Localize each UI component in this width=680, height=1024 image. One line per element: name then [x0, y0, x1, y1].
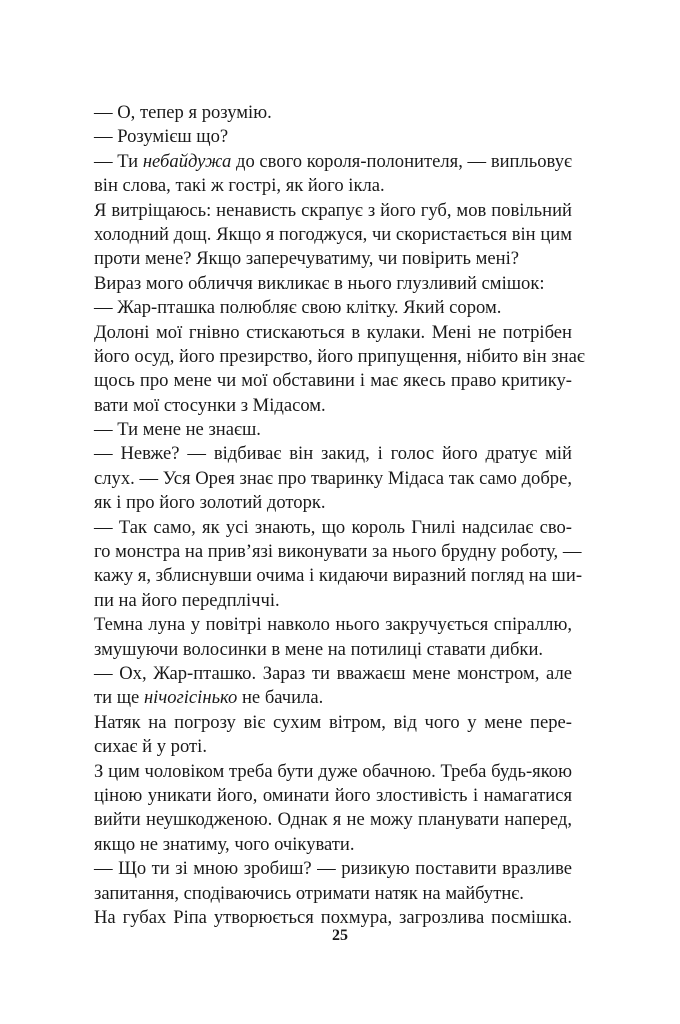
text-line: його осуд, його презирство, його припущення, нібито він знає: [94, 345, 585, 367]
text-line: — Невже? — відбиває він закид, і голос його дратує мій: [94, 443, 572, 465]
text-line: Долоні мої гнівно стискаються в кулаки. Мені не потрібен: [94, 321, 572, 343]
text-line: [94, 686, 572, 710]
text-line: якщо не знатиму, чого очікувати.: [94, 833, 355, 855]
text-line: слух. — Уся Орея знає про тваринку Мідаса так само добре,: [94, 467, 572, 489]
text-line: він слова, такі ж гострі, як його ікла.: [94, 175, 385, 197]
text-line: проти мене? Якщо заперечуватиму, чи повірить мені?: [94, 248, 520, 270]
text-line: ціною уникати його, оминати його злостивість і намагатися: [94, 784, 572, 806]
line-fragment: ти ще: [94, 687, 144, 709]
emphasis-text: небайдужа: [142, 150, 232, 172]
emphasis-text: нічогісінько: [143, 687, 238, 709]
text-line: Я витріщаюсь: ненависть скрапує з його губ, мов повільний: [94, 199, 572, 221]
text-line: — Ти мене не знаєш.: [94, 419, 261, 441]
text-line: — Ох, Жар-пташко. Зараз ти вважаєш мене монстром, але: [94, 662, 572, 684]
text-line: пи на його передпліччі.: [94, 589, 280, 611]
text-line: — Що ти зі мною зробиш? — ризикую поставити вразливе: [94, 858, 572, 880]
text-line: — О, тепер я розумію.: [94, 102, 272, 123]
body-text: [94, 101, 585, 930]
line-fragment: не бачила.: [237, 687, 324, 709]
line-fragment: до свого короля-полонителя, — випльовує: [231, 150, 572, 172]
text-line: холодний дощ. Якщо я погоджуся, чи скористається він цим: [94, 223, 572, 245]
text-line: [94, 150, 572, 174]
page-number: 25: [332, 927, 348, 944]
text-line: запитання, сподіваючись отримати натяк на майбутнє.: [94, 882, 524, 904]
text-line: — Жар-пташка полюбляє свою клітку. Який сором.: [94, 297, 502, 319]
text-line: кажу я, зблиснувши очима і кидаючи виразний погляд на ши-: [94, 565, 583, 587]
text-line: З цим чоловіком треба бути дуже обачною. Треба будь-якою: [94, 760, 572, 782]
text-line: змушуючи волосинки в мене на потилиці ставати дибки.: [94, 638, 544, 660]
text-line: — Так само, як усі знають, що король Гнилі надсилає сво-: [94, 516, 572, 538]
text-line: вати мої стосунки з Мідасом.: [94, 394, 326, 416]
line-fragment: — Ти: [94, 150, 143, 172]
text-line: вийти неушкодженою. Однак я не можу планувати наперед,: [94, 809, 572, 831]
text-line: го монстра на прив’язі виконувати за нього брудну роботу, —: [94, 541, 582, 563]
text-line: — Розумієш що?: [94, 126, 229, 148]
text-line: Натяк на погрозу віє сухим вітром, від чого у мене пере-: [94, 711, 572, 733]
text-line: як і про його золотий доторк.: [94, 492, 326, 514]
text-line: щось про мене чи мої обставини і має якесь право критику-: [94, 370, 572, 392]
text-line: Вираз мого обличчя викликає в нього глузливий смішок:: [94, 272, 545, 294]
text-line: Темна луна у повітрі навколо нього закручується спіраллю,: [94, 614, 572, 636]
text-line: сихає й у роті.: [94, 736, 207, 758]
text-line: На губах Ріпа утворюється похмура, загрозлива посмішка.: [94, 906, 572, 928]
